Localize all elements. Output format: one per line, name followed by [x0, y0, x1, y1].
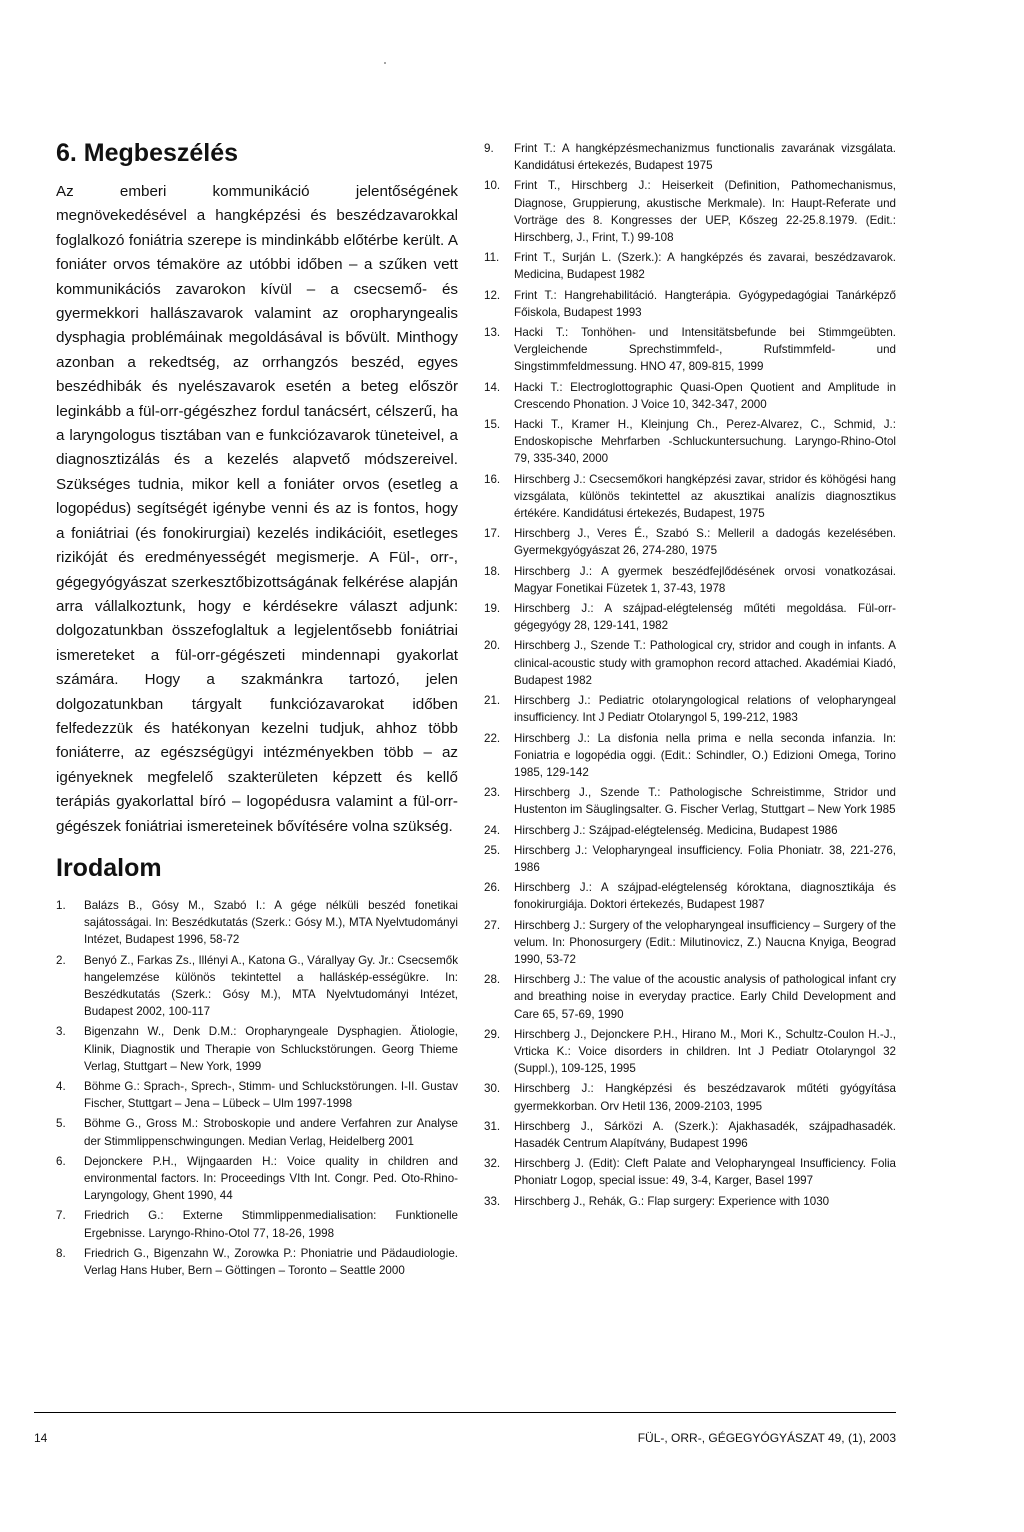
reference-number: 11. — [484, 251, 500, 265]
reference-item — [56, 1153, 458, 1205]
reference-item — [56, 1115, 458, 1149]
right-column — [484, 140, 896, 1213]
reference-item — [56, 1207, 458, 1241]
reference-number: 15. — [484, 418, 501, 432]
reference-number: 29. — [484, 1027, 501, 1041]
reference-number: 3. — [56, 1025, 66, 1039]
references-list-right — [484, 140, 896, 1210]
reference-text: Hirschberg J., Szende T.: Pathological cry, stridor and cough in infants. A clinical-acoustic study with gramophon record attached. Akadémiai Kiadó, Budapest 1982 — [514, 639, 896, 687]
reference-number: 7. — [56, 1209, 66, 1223]
reference-text: Hirschberg J.: A szájpad-elégtelenség kóroktana, diagnosztikája és fonokirurgiája. Doktori értekezés, Budapest 1987 — [514, 881, 896, 912]
reference-text: Hirschberg J.: Surgery of the velopharyngeal insufficiency – Surgery of the velum. In: Phonosurgery (Edit.: Milutinovicz, Z.) Naucna Knyiga, Beograd 1990, 53-72 — [514, 918, 896, 966]
journal-citation: FÜL-, ORR-, GÉGEGYÓGYÁSZAT 49, (1), 2003 — [637, 1431, 896, 1445]
reference-text: Frint T.: Hangrehabilitáció. Hangterápia. Gyógypedagógiai Tanárképző Főiskola, Budapest 1993 — [514, 288, 896, 319]
references-title: Irodalom — [56, 853, 162, 882]
reference-item — [484, 692, 896, 726]
reference-number: 23. — [484, 786, 501, 800]
reference-item — [484, 784, 896, 818]
reference-text: Frint T.: A hangképzésmechanizmus functionalis zavarának vizsgálata. Kandidátusi értekezés, Budapest 1975 — [514, 142, 896, 173]
reference-item — [484, 471, 896, 523]
reference-item — [484, 600, 896, 634]
reference-number: 27. — [484, 918, 501, 932]
reference-item — [484, 730, 896, 782]
page-number: 14 — [34, 1431, 48, 1445]
reference-item — [484, 563, 896, 597]
section-title: 6. Megbeszélés — [56, 139, 239, 167]
reference-number: 31. — [484, 1119, 501, 1133]
reference-text: Hirschberg J.: La disfonia nella prima e nella seconda infanzia. In: Foniatria e logopédia oggi. (Edit.: Schindler, O.) Edizioni Omega, Torino 1985, 129-142 — [514, 731, 896, 779]
reference-item — [484, 637, 896, 689]
left-column — [56, 138, 458, 1282]
reference-item — [484, 1155, 896, 1189]
reference-number: 18. — [484, 564, 501, 578]
reference-item — [56, 952, 458, 1021]
reference-text: Friedrich G.: Externe Stimmlippenmedialisation: Funktionelle Ergebnisse. Laryngo-Rhino-Otol 77, 18-26, 1998 — [84, 1209, 458, 1240]
reference-item — [484, 879, 896, 913]
reference-text: Benyó Z., Farkas Zs., Illényi A., Katona G., Várallyay Gy. Jr.: Csecsemők hangelemzése különös tekintettel a halláskép-ességükre. In: Beszédkutatás (Szerk.: Gósy M.), MTA Nyelvtudományi Intézet, Budapest 2002, 100-117 — [84, 953, 458, 1019]
reference-item — [484, 416, 896, 468]
reference-number: 22. — [484, 731, 501, 745]
reference-number: 26. — [484, 881, 501, 895]
reference-item — [56, 1245, 458, 1279]
reference-text: Hirschberg J.: Szájpad-elégtelenség. Medicina, Budapest 1986 — [514, 823, 838, 837]
reference-number: 17. — [484, 527, 501, 541]
reference-item — [484, 287, 896, 321]
reference-number: 1. — [56, 898, 66, 912]
reference-number: 2. — [56, 953, 66, 967]
reference-text: Hirschberg J.: Csecsemőkori hangképzési zavar, stridor és köhögési hang vizsgálata, különös tekintettel az akusztikai analízis diagnosztikus értékére. Kandidátusi értekezés, Budapest, 1975 — [514, 472, 896, 521]
reference-item — [484, 525, 896, 559]
reference-text: Balázs B., Gósy M., Szabó I.: A gége nélküli beszéd fonetikai sajátosságai. In: Beszédkutatás (Szerk.: Gósy M.), MTA Nyelvtudományi Intézet, Budapest 1996, 58-72 — [84, 898, 458, 947]
reference-number: 5. — [56, 1117, 66, 1131]
reference-text: Hirschberg J.: A gyermek beszédfejlődésének orvosi vonatkozásai. Magyar Fonetikai Füzetek 1, 37-43, 1978 — [514, 564, 896, 595]
reference-number: 12. — [484, 288, 501, 302]
reference-text: Hacki T.: Tonhöhen- und Intensitätsbefunde bei Stimmgeübten. Vergleichende Sprechstimmfeld-, Rufstimmfeld- und Singstimmfeldmessung. HNO 47, 809-815, 1999 — [514, 326, 896, 374]
reference-number: 20. — [484, 639, 501, 653]
reference-item — [484, 822, 896, 839]
reference-item — [484, 249, 896, 283]
reference-item — [484, 379, 896, 413]
reference-number: 4. — [56, 1080, 66, 1093]
scan-speck — [384, 62, 386, 64]
reference-text: Böhme G., Gross M.: Stroboskopie und andere Verfahren zur Analyse der Stimmlippenschwingungen. Median Verlag, Heidelberg 2001 — [84, 1117, 458, 1148]
reference-text: Dejonckere P.H., Wijngaarden H.: Voice quality in children and environmental factors. In: Proceedings VIth Int. Congr. Ped. Oto-Rhino-Laryngology, Ghent 1990, 44 — [84, 1154, 458, 1203]
reference-item — [484, 177, 896, 246]
reference-item — [484, 1026, 896, 1078]
reference-item — [56, 897, 458, 949]
reference-text: Hirschberg J.: Pediatric otolaryngological relations of velopharyngeal insufficiency. Int J Pediatr Otolaryngol 5, 199-212, 1983 — [514, 694, 896, 725]
reference-text: Frint T., Surján L. (Szerk.): A hangképzés és zavarai, beszédzavarok. Medicina, Budapest 1982 — [514, 251, 896, 282]
reference-item — [484, 917, 896, 969]
reference-text: Hirschberg J., Rehák, G.: Flap surgery: Experience with 1030 — [514, 1194, 830, 1208]
reference-item — [484, 1193, 896, 1210]
reference-text: Hacki T., Kramer H., Kleinjung Ch., Perez-Alvarez, C., Schmid, J.: Endoskopische Mehrfarben -Schluckuntersuchung. Laryngo-Rhino-Otol 79, 335-340, 2000 — [514, 418, 896, 466]
reference-number: 28. — [484, 973, 501, 987]
reference-text: Hacki T.: Electroglottographic Quasi-Open Quotient and Amplitude in Crescendo Phonation. J Voice 10, 342-347, 2000 — [514, 380, 896, 411]
reference-number: 16. — [484, 472, 501, 486]
reference-item — [484, 324, 896, 376]
reference-text: Hirschberg J.: The value of the acoustic analysis of pathological infant cry and breathing noise in everyday practice. Early Child Development and Care 65, 57-69, 1990 — [514, 973, 896, 1021]
reference-number: 32. — [484, 1157, 501, 1171]
reference-number: 30. — [484, 1082, 501, 1096]
reference-text: Hirschberg J.: Hangképzési és beszédzavarok műtéti gyógyítása gyermekkorban. Orv Hetil 136, 2009-2103, 1995 — [514, 1082, 896, 1113]
reference-number: 25. — [484, 843, 501, 857]
reference-item — [484, 971, 896, 1023]
reference-text: Hirschberg J. (Edit): Cleft Palate and Velopharyngeal Insufficiency. Folia Phoniatr Logop, special issue: 49, 3-4, Karger, Basel 1997 — [514, 1157, 896, 1188]
reference-item — [484, 140, 896, 174]
reference-text: Hirschberg J.: A szájpad-elégtelenség műtéti megoldása. Fül-orr-gégegyógy 28, 129-141, 1982 — [514, 602, 896, 633]
reference-item — [484, 1080, 896, 1114]
reference-number: 33. — [484, 1194, 501, 1208]
reference-number: 9. — [484, 142, 494, 155]
reference-text: Bigenzahn W., Denk D.M.: Oropharyngeale Dysphagien. Ätiologie, Klinik, Diagnostik und Therapie von Schluckstörungen. Georg Thieme Verlag, Stuttgart – New York, 1999 — [84, 1025, 458, 1073]
reference-number: 21. — [484, 694, 501, 708]
reference-item — [56, 1023, 458, 1075]
reference-number: 6. — [56, 1154, 66, 1168]
footer-rule — [34, 1412, 896, 1413]
reference-text: Hirschberg J., Dejonckere P.H., Hirano M., Mori K., Schultz-Coulon H.-J., Vrticka K.: Voice disorders in children. Int J Pediatr Otolaryngol 32 (Suppl.), 109-125, 1995 — [514, 1027, 896, 1076]
reference-item — [56, 1078, 458, 1112]
reference-text: Friedrich G., Bigenzahn W., Zorowka P.: Phoniatrie und Pädaudiologie. Verlag Hans Huber, Bern – Göttingen – Toronto – Seattle 2000 — [84, 1246, 458, 1278]
reference-text: Hirschberg J., Veres É., Szabó S.: Melleril a dadogás kezelésében. Gyermekgyógyászat 26, 274-280, 1975 — [514, 527, 896, 558]
reference-text: Hirschberg J., Sárközi A. (Szerk.): Ajakhasadék, szájpadhasadék. Hasadék Centrum Alapítvány, Budapest 1996 — [514, 1119, 896, 1150]
reference-number: 14. — [484, 380, 501, 394]
reference-text: Frint T., Hirschberg J.: Heiserkeit (Definition, Pathomechanismus, Diagnose, Gruppierung, akustische Merkmale). In: Haupt-Referate und Vorträge des 8. Kongresses der UEP, Kőszeg 22-25.8.1979. (Edit.: Hirschberg, J., Frint, T.) 99-108 — [514, 179, 896, 245]
reference-number: 8. — [56, 1246, 66, 1260]
reference-number: 24. — [484, 823, 501, 837]
reference-item — [484, 1118, 896, 1152]
references-list-left — [56, 897, 458, 1279]
reference-number: 10. — [484, 179, 501, 193]
reference-number: 13. — [484, 326, 501, 340]
discussion-paragraph: Az emberi kommunikáció jelentőségének megnövekedésével a hangképzési és beszédzavarokkal foglalkozó foniátria szerepe is mindinkább előtérbe került. A foniáter orvos témaköre az utóbbi időben – a szűken vett kommunikációs zavarokon kívül – a csecsemő- és gyermekkori hallászavarok valamint az oropharyngealis dysphagia problémáinak megoldásával is bővült. Minthogy azonban a rekedtség, az orrhangzós beszéd, egyes beszédhibák és nyelészavarok esetén a beteg először leginkább a fül-orr-gégészhez fordul tanácsért, célszerű, ha a laryngologus tisztában van e funkciózavarok tüneteivel, a diagnosztizálás és a kezelés alapvető módszereivel. Szükséges tudnia, mikor kell a foniáter orvos (esetleg a logopédus) segítségét igénybe venni és az is fontos, hogy a foniátriai (és fonokirurgiai) kezelés indikációit, esetleges rizikóját és eredményességét megismerje. A Fül-, orr-, gégegyógyászat szerkesztőbizottságának felkérése alapján arra vállalkoztunk, hogy e kérdésekre választ adjunk: dolgozatunkban összefoglaltuk a legjelentősebb foniátriai ismereteket a fül-orr-gégészeti mindennapi gyakorlat számára. Hogy a szakmánkra tartozó, jelen dolgozatunkban tárgyalt funkciózavarokat időben felfedezzük és hatékonyan kezelni tudjuk, ahhoz több foniáterre, az egészségügyi intézményekben több – az igényeknek megfelelő szakterületen képzett és kellő terápiás gyakorlattal bíró – logopédusra valamint a fül-orr-gégészek foniátriai ismereteinek bővítésére volna szükség. — [56, 183, 458, 835]
reference-number: 19. — [484, 602, 501, 616]
reference-text: Hirschberg J.: Velopharyngeal insufficiency. Folia Phoniatr. 38, 221-276, 1986 — [514, 843, 896, 874]
reference-text: Böhme G.: Sprach-, Sprech-, Stimm- und Schluckstörungen. I-II. Gustav Fischer, Stuttgart – Jena – Lübeck – Ulm 1997-1998 — [84, 1080, 458, 1111]
reference-item — [484, 842, 896, 876]
reference-text: Hirschberg J., Szende T.: Pathologische Schreistimme, Stridor und Hustenton im Säuglingsalter. G. Fischer Verlag, Stuttgart – New York 1985 — [514, 786, 896, 817]
